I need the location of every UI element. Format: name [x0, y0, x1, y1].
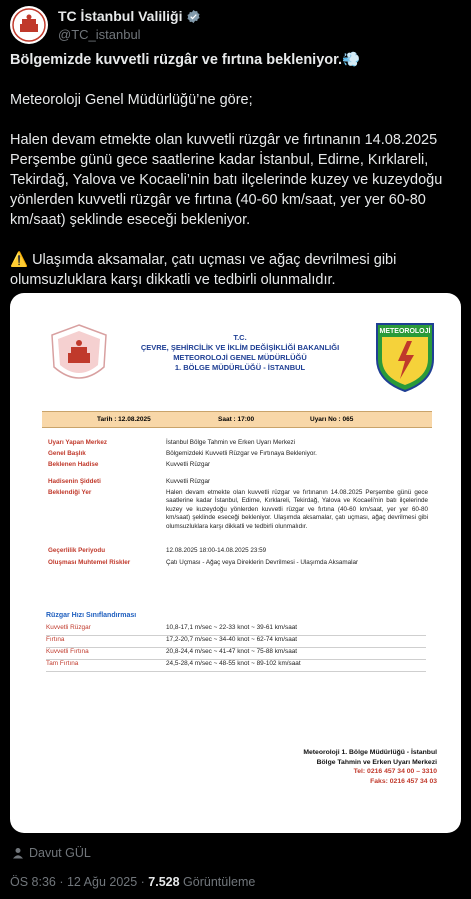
tweet-stats: [10, 875, 255, 889]
document-header: [10, 293, 461, 403]
doc-row-value: Bölgemizdeki Kuvvetli Rüzgar ve Fırtınaya Bekleniyor.: [166, 450, 317, 457]
wind-classification-title: Rüzgar Hızı Sınıflandırması: [46, 612, 137, 619]
footer-line: Bölge Tahmin ve Erken Uyarı Merkezi: [316, 758, 437, 766]
doc-row-key: Oluşması Muhtemel Riskler: [48, 559, 131, 566]
media-credit[interactable]: [12, 846, 91, 860]
doc-row-value: İstanbul Bölge Tahmin ve Erken Uyarı Merkezi: [166, 439, 296, 446]
tweet-timestamp[interactable]: ÖS 8:36 · 12 Ağu 2025 ·: [10, 875, 149, 889]
doc-row-value: Kuvvetli Rüzgar: [166, 478, 211, 485]
doc-date: Tarih : 12.08.2025: [97, 416, 151, 423]
doc-row-key: Hadisenin Şiddeti: [48, 478, 101, 485]
wind-class-range: 17,2-20,7 m/sec ~ 34-40 knot ~ 62-74 km/saat: [166, 636, 298, 643]
wind-row: [46, 636, 426, 648]
doc-title-line: 1. BÖLGE MÜDÜRLÜĞÜ - İSTANBUL: [174, 363, 306, 372]
wind-class-name: Kuvvetli Rüzgar: [46, 624, 91, 631]
ministry-emblem-icon: [50, 323, 108, 391]
doc-row-key: Beklendiği Yer: [48, 489, 92, 496]
doc-time: Saat : 17:00: [218, 416, 255, 423]
account-handle[interactable]: @TC_istanbul: [58, 27, 141, 42]
wind-row: [46, 660, 426, 672]
document-footer: [303, 748, 437, 786]
doc-row-key: Beklenen Hadise: [48, 461, 99, 468]
wind-class-range: 10,8-17,1 m/sec ~ 22-33 knot ~ 39-61 km/saat: [166, 624, 298, 631]
tweet-body: Halen devam etmekte olan kuvvetli rüzgâr ve fırtınanın 14.08.2025 Perşembe günü gece saatlerine kadar İstanbul, Edirne, Kırklareli, Tekirdağ, Yalova ve Kocaeli’nin batı ilçelerinde kuzey ve kuzeydoğu yönlerden kuvvetli rüzgâr ve fırtına (40-60 km/saat, yer yer 60-80 km/saat) şeklinde eseceği bekleniyor.: [10, 132, 443, 228]
tweet-headline: Bölgemizde kuvvetli rüzgâr ve fırtına bekleniyor.💨: [10, 52, 361, 68]
doc-row-value: Kuvvetli Rüzgar: [166, 461, 211, 468]
doc-row-key: Geçerlilik Periyodu: [48, 547, 106, 554]
doc-title-line: ÇEVRE, ŞEHİRCİLİK VE İKLİM DEĞİŞİKLİĞİ BAKANLIĞI: [140, 343, 340, 352]
tweet-header: [10, 6, 460, 46]
doc-title-line: METEOROLOJİ GENEL MÜDÜRLÜĞÜ: [173, 353, 307, 362]
person-icon: [12, 847, 24, 859]
doc-row-value: 12.08.2025 18:00-14.08.2025 23:59: [166, 547, 267, 554]
doc-row-key: Genel Başlık: [48, 450, 86, 457]
wind-class-name: Kuvvetli Fırtına: [46, 648, 89, 655]
wind-class-range: 24,5-28,4 m/sec ~ 48-55 knot ~ 89-102 km/saat: [166, 660, 301, 667]
tweet-text: [10, 50, 462, 310]
document-meta-bar: [42, 411, 432, 428]
tweet-media-image[interactable]: [10, 293, 461, 833]
avatar[interactable]: [10, 6, 48, 44]
tweet-warning: ⚠️ Ulaşımda aksamalar, çatı uçması ve ağaç devrilmesi gibi olumsuzluklara karşı dikkatli ve tedbirli olunmalıdır.: [10, 252, 397, 288]
doc-row-value: Çatı Uçması - Ağaç veya Direklerin Devrilmesi - Ulaşımda Aksamalar: [166, 559, 359, 566]
doc-title-line: T.C.: [233, 333, 247, 342]
wind-class-name: Fırtına: [46, 636, 65, 643]
doc-number: Uyarı No : 065: [310, 416, 354, 423]
footer-line: Meteoroloji 1. Bölge Müdürlüğü - İstanbul: [303, 749, 437, 756]
governorate-logo-icon: [12, 8, 46, 42]
footer-tel: Tel: 0216 457 34 00 – 3310: [353, 768, 437, 775]
doc-row-value: Halen devam etmekte olan kuvvetli rüzgar ve fırtınanın 14.08.2025 Perşembe günü gece saatlerine kadar İstanbul, Edirne, Kırklareli, Tekirdağ, Yalova ve Kocaeli'nin batı ilçelerinde kuzey ve kuzeydoğu yönlerden kuvvetli rüzgar ve fırtına (40-60 km/saat, yer yer 60-80 km/saat) şeklinde eseceği bekleniyor. Ulaşımda aksamalar, çatı uçması, ağaç devrilmesi gibi olumsuzluklara karşı dikkatli ve tedbirli olunmalıdır.: [166, 489, 428, 530]
wind-class-name: Tam Fırtına: [46, 660, 79, 667]
wind-class-range: 20,8-24,4 m/sec ~ 41-47 knot ~ 75-88 km/saat: [166, 648, 298, 655]
tweet-source: Meteoroloji Genel Müdürlüğü’ne göre;: [10, 92, 253, 108]
wind-classification-table: [46, 624, 426, 672]
credit-name: Davut GÜL: [29, 846, 91, 860]
verified-badge-icon: [186, 9, 201, 24]
footer-fax: Faks: 0216 457 34 03: [370, 777, 437, 785]
document-title: [120, 333, 360, 373]
wind-row: [46, 648, 426, 660]
logo-label: METEOROLOJİ: [379, 328, 431, 335]
wind-row: [46, 624, 426, 636]
account-name[interactable]: TC İstanbul Valiliği: [58, 8, 183, 24]
view-count: 7.528: [148, 875, 180, 889]
view-label: Görüntüleme: [179, 875, 256, 889]
doc-row-key: Uyarı Yapan Merkez: [48, 439, 108, 446]
